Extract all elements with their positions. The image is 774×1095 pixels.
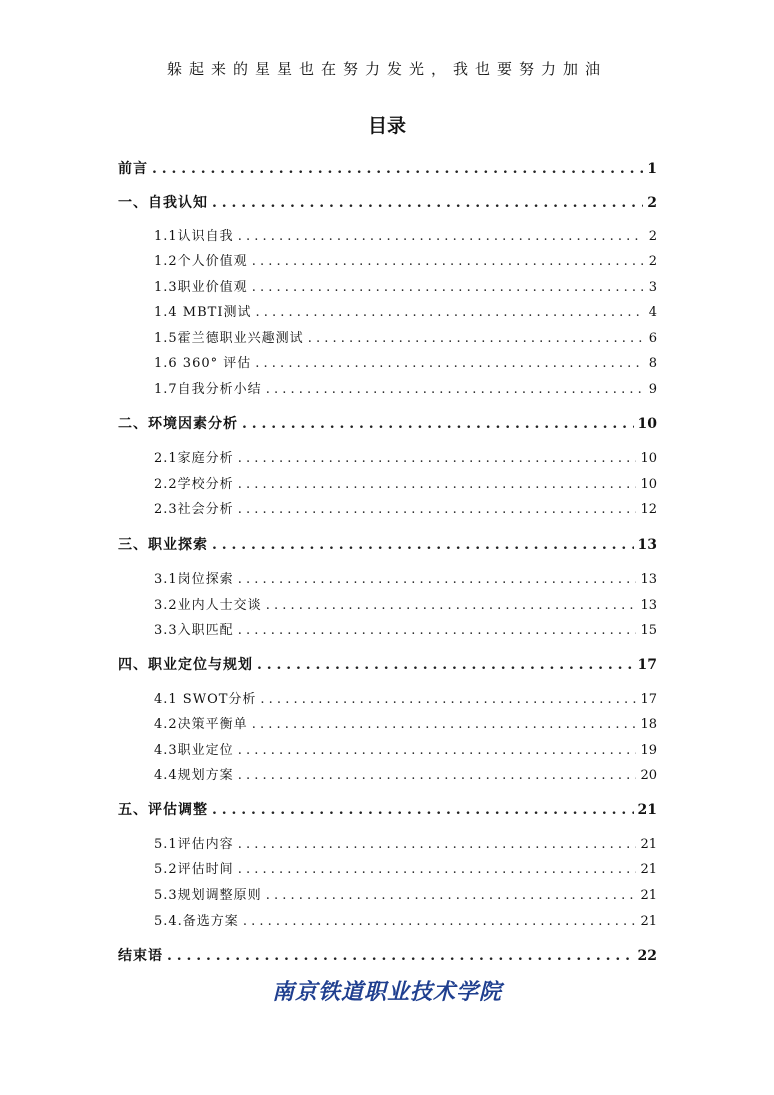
toc-entry-label: 二、环境因素分析: [118, 416, 238, 432]
school-logo: [0, 974, 774, 1012]
toc-page-number: 21: [640, 862, 657, 877]
toc-chapter-entry[interactable]: [118, 654, 657, 676]
toc-section-entry[interactable]: [154, 473, 657, 495]
toc-page-number: 10: [640, 451, 657, 466]
toc-entry-label: 5.4.备选方案: [154, 914, 239, 929]
toc-entry-label: 5.1评估内容: [154, 837, 234, 852]
toc-leader-dots: [266, 382, 643, 397]
toc-page-number: 2: [648, 229, 657, 244]
toc-page-number: 21: [640, 888, 657, 903]
toc-page-number: 19: [640, 743, 657, 758]
toc-section-entry[interactable]: [154, 688, 657, 710]
toc-leader-dots: [212, 195, 643, 211]
toc-leader-dots: [238, 502, 637, 517]
toc-page-number: 10: [637, 416, 657, 432]
toc-entry-label: 3.1岗位探索: [154, 572, 234, 587]
toc-leader-dots: [255, 305, 643, 320]
toc-page-number: 10: [640, 477, 657, 492]
toc-section-entry[interactable]: [154, 276, 657, 298]
toc-entry-label: 4.4规划方案: [154, 768, 234, 783]
toc-leader-dots: [238, 572, 637, 587]
toc-page-number: 15: [640, 623, 657, 638]
toc-section-entry[interactable]: [154, 594, 657, 616]
toc-entry-label: 5.2评估时间: [154, 862, 234, 877]
toc-section-entry[interactable]: [154, 910, 657, 932]
toc-section-entry[interactable]: [154, 568, 657, 590]
toc-leader-dots: [238, 768, 637, 783]
toc-page-number: 20: [640, 768, 657, 783]
toc-page-number: 21: [640, 837, 657, 852]
toc-leader-dots: [243, 914, 637, 929]
toc-page-number: 2: [648, 254, 657, 269]
toc-page-number: 18: [640, 717, 657, 732]
toc-leader-dots: [238, 743, 637, 758]
toc-entry-label: 一、自我认知: [118, 195, 208, 211]
toc-entry-label: 1.3职业价值观: [154, 280, 248, 295]
toc-entry-label: 1.6 360° 评估: [154, 356, 252, 371]
toc-entry-label: 1.2个人价值观: [154, 254, 248, 269]
toc-page-number: 2: [647, 195, 657, 211]
toc-entry-label: 1.1认识自我: [154, 229, 234, 244]
toc-section-entry[interactable]: [154, 447, 657, 469]
toc-leader-dots: [238, 837, 637, 852]
toc-section-entry[interactable]: [154, 225, 657, 247]
toc-chapter-entry[interactable]: [118, 945, 657, 967]
toc-leader-dots: [252, 717, 637, 732]
toc-section-entry[interactable]: [154, 301, 657, 323]
toc-page-number: 17: [637, 657, 657, 673]
toc-leader-dots: [238, 862, 637, 877]
toc-leader-dots: [238, 451, 637, 466]
school-logo-wordmark: [267, 974, 507, 1008]
toc-entry-label: 3.2业内人士交谈: [154, 598, 262, 613]
toc-leader-dots: [242, 416, 634, 432]
toc-page-number: 8: [648, 356, 657, 371]
toc-chapter-entry[interactable]: [118, 534, 657, 556]
toc-title: 目录: [367, 115, 406, 137]
toc-leader-dots: [308, 331, 643, 346]
toc-section-entry[interactable]: [154, 764, 657, 786]
toc-leader-dots: [257, 657, 634, 673]
toc-leader-dots: [252, 280, 643, 295]
toc-page-number: 6: [648, 331, 657, 346]
toc-leader-dots: [238, 229, 643, 244]
toc-leader-dots: [152, 161, 643, 177]
toc-page-number: 21: [640, 914, 657, 929]
toc-page-number: 13: [640, 598, 657, 613]
toc-entry-label: 三、职业探索: [118, 537, 208, 553]
toc-leader-dots: [266, 888, 637, 903]
toc-page-number: 21: [637, 802, 657, 818]
toc-entry-label: 2.3社会分析: [154, 502, 234, 517]
toc-entry-label: 前言: [118, 161, 148, 177]
toc-page-number: 13: [640, 572, 657, 587]
toc-leader-dots: [266, 598, 637, 613]
toc-section-entry[interactable]: [154, 713, 657, 735]
toc-section-entry[interactable]: [154, 250, 657, 272]
toc-section-entry[interactable]: [154, 619, 657, 641]
toc-chapter-entry[interactable]: [118, 413, 657, 435]
toc-page-number: 9: [648, 382, 657, 397]
toc-leader-dots: [212, 802, 634, 818]
toc-leader-dots: [238, 623, 637, 638]
toc-leader-dots: [212, 537, 634, 553]
toc-entry-label: 5.3规划调整原则: [154, 888, 262, 903]
toc-page-number: 13: [637, 537, 657, 553]
toc-page-number: 1: [647, 161, 657, 177]
toc-entry-label: 3.3入职匹配: [154, 623, 234, 638]
toc-leader-dots: [238, 477, 637, 492]
toc-section-entry[interactable]: [154, 833, 657, 855]
toc-entry-label: 1.7自我分析小结: [154, 382, 262, 397]
header-motto: 躲起来的星星也在努力发光，我也要努力加油: [166, 60, 607, 78]
toc-chapter-entry[interactable]: [118, 158, 657, 180]
toc-entry-label: 4.1 SWOT分析: [154, 692, 257, 707]
toc-entry-label: 四、职业定位与规划: [118, 657, 253, 673]
toc-section-entry[interactable]: [154, 327, 657, 349]
toc-entry-label: 4.2决策平衡单: [154, 717, 248, 732]
toc-leader-dots: [167, 948, 634, 964]
toc-entry-label: 五、评估调整: [118, 802, 208, 818]
toc-entry-label: 1.4 MBTI测试: [154, 305, 252, 320]
toc-section-entry[interactable]: [154, 858, 657, 880]
toc-chapter-entry[interactable]: [118, 799, 657, 821]
toc-entry-label: 2.1家庭分析: [154, 451, 234, 466]
toc-page-number: 3: [648, 280, 657, 295]
toc-section-entry[interactable]: [154, 498, 657, 520]
toc-leader-dots: [252, 254, 643, 269]
toc-section-entry[interactable]: [154, 884, 657, 906]
toc-page-number: 22: [637, 948, 657, 964]
toc-chapter-entry[interactable]: [118, 192, 657, 214]
toc-page-number: 17: [640, 692, 657, 707]
toc-leader-dots: [255, 356, 643, 371]
toc-page-number: 12: [640, 502, 657, 517]
toc-section-entry[interactable]: [154, 378, 657, 400]
toc-page-number: 4: [648, 305, 657, 320]
svg-text:南京铁道职业技术学院: 南京铁道职业技术学院: [271, 979, 503, 1005]
toc-entry-label: 4.3职业定位: [154, 743, 234, 758]
toc-entry-label: 2.2学校分析: [154, 477, 234, 492]
toc-leader-dots: [260, 692, 636, 707]
toc-entry-label: 结束语: [118, 948, 163, 964]
toc-entry-label: 1.5霍兰德职业兴趣测试: [154, 331, 304, 346]
toc-section-entry[interactable]: [154, 739, 657, 761]
toc-section-entry[interactable]: [154, 352, 657, 374]
